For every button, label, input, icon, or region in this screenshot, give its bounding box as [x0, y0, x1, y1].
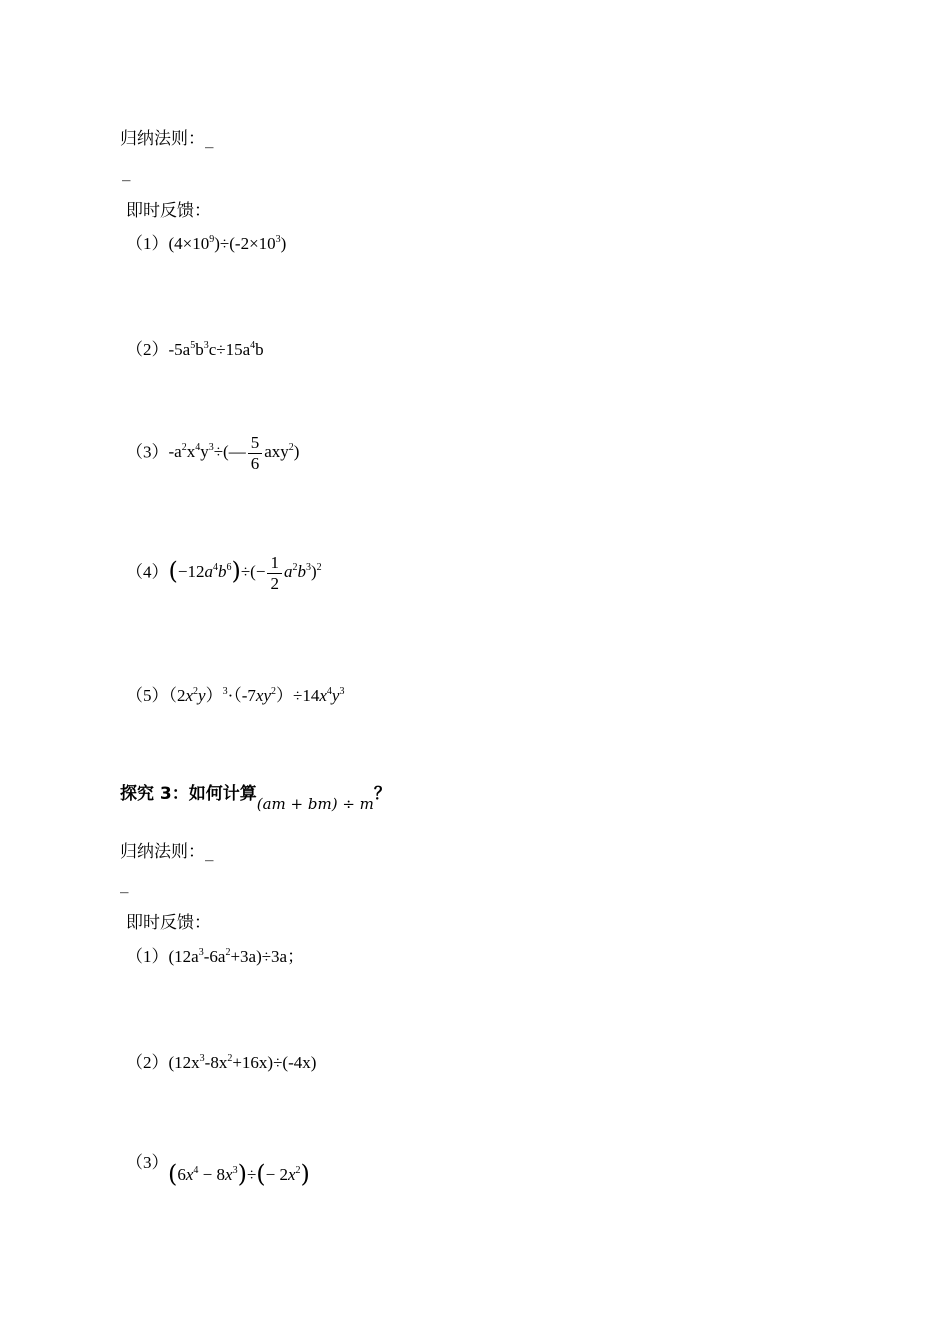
exercise-number: （2） — [126, 1053, 169, 1072]
exercise-expression: $-a^2x^4y^3\div(—$ $\frac{5}{6}$ axy$^2$) — [168, 433, 300, 473]
exercise-2-5 — [126, 681, 344, 706]
feedback-label-1: 即时反馈： — [126, 201, 211, 221]
exercise-number: （1） — [126, 947, 169, 966]
exercise-number: （2） — [126, 340, 169, 359]
rule-blank-2: _ — [120, 874, 129, 894]
heading-text: 探究 3：如何计算 — [120, 784, 257, 804]
rule-blank-1: _ — [122, 162, 131, 182]
exercise-number: （1） — [126, 234, 169, 253]
fraction: $\frac{1}{2}$ — [267, 553, 282, 594]
exercise-expression: $(4\times 10^9)\div(-2\times 10^3)$ — [168, 234, 287, 253]
exercise-3-3 — [126, 1148, 169, 1173]
exercise-3-2 — [126, 1048, 316, 1073]
exercise-3-1 — [126, 942, 304, 967]
exercise-expression: $(-12a^4b^6)\div(-$ $\frac{1}{2}$ $a^2b^3)^2$ — [168, 553, 322, 593]
fraction: $\frac{5}{6}$ — [248, 433, 263, 474]
exercise-expression: $(12x^3-8x^2+16x)\div(-4x)$ — [168, 1053, 317, 1072]
feedback-label-2: 即时反馈： — [126, 913, 211, 933]
exercise-expression: $(2x^2y)^3\cdot(-7xy^2)\div 14x^4y^3$ — [168, 686, 345, 705]
exercise-number: （4） — [126, 562, 169, 582]
exercise-expression: $(12a^3-6a^2+3a)\div 3a$； — [168, 947, 305, 966]
exercise-expression: $-5a^5b^3c\div 15a^4b$ — [168, 340, 264, 359]
heading-question-mark: ？ — [373, 784, 391, 804]
heading-expression: (am + bm) ÷ m — [256, 795, 374, 813]
exercise-2-4 — [126, 553, 322, 594]
exercise-number: （5） — [126, 686, 169, 705]
rule-label-2: 归纳法则：_ — [120, 842, 214, 862]
exercise-2-1 — [126, 229, 286, 254]
exercise-2-2 — [126, 335, 264, 360]
rule-label-1: 归纳法则：_ — [120, 129, 214, 149]
exercise-number: （3） — [126, 442, 169, 462]
exploration-3-heading — [120, 779, 391, 813]
exercise-2-3 — [126, 433, 299, 474]
exercise-number: （3） — [126, 1153, 169, 1172]
exercise-3-3-expression: $(6x^4 - 8x^3)\div(- 2x^2)$ — [168, 1160, 310, 1188]
